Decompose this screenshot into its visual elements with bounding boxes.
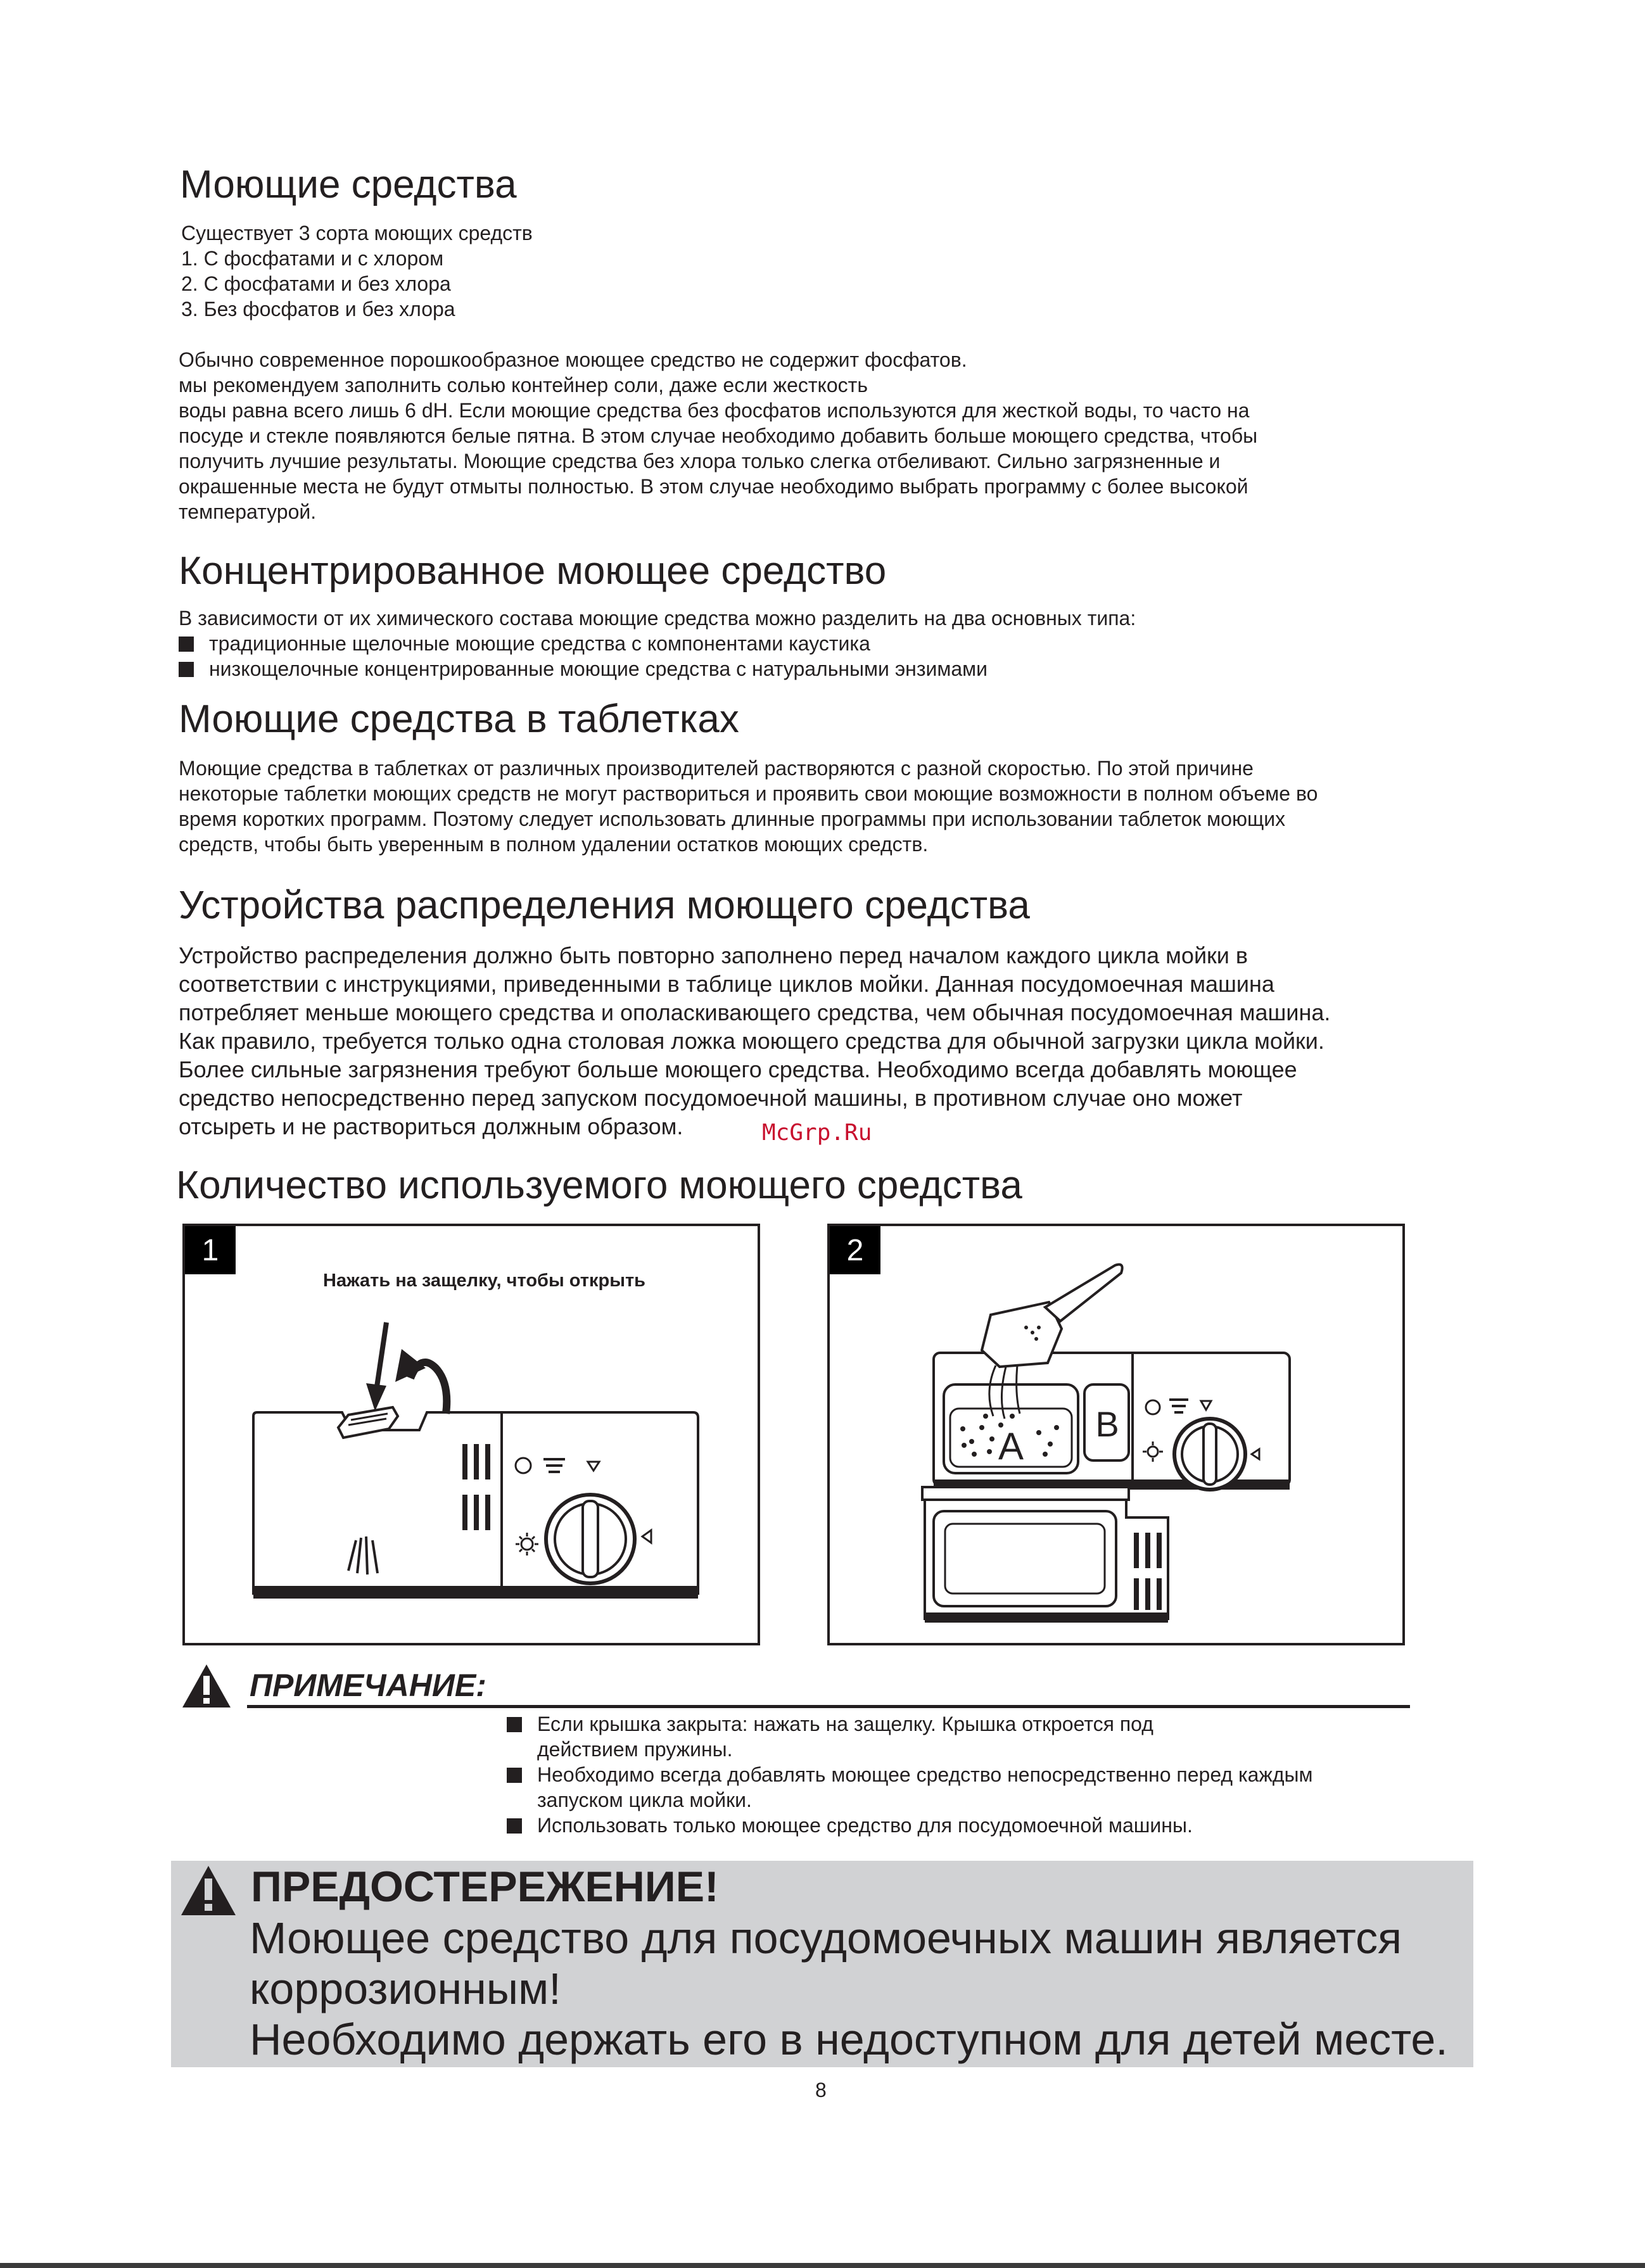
paragraph-line: некоторые таблетки моющих средств не могут раствориться и проявить свои моющие возможности в полном объеме во [179,782,1318,805]
figure-number-badge: 1 [185,1226,236,1274]
paragraph-line: Более сильные загрязнения требуют больше моющего средства. Необходимо всегда добавлять моющее [179,1056,1297,1082]
list-item-text: традиционные щелочные моющие средства с компонентами каустика [209,632,870,655]
paragraph-line: Обычно современное порошкообразное моющее средство не содержит фосфатов. [179,348,967,371]
list-item: 3. Без фосфатов и без хлора [181,298,455,320]
warning-triangle-icon [181,1663,232,1709]
paragraph-line: средств, чтобы быть уверенным в полном удалении остатков моющих средств. [179,833,929,856]
figure-2-panel [827,1224,1405,1645]
paragraph-line: время коротких программ. Поэтому следует использовать длинные программы при использовании таблеток моющих [179,808,1286,830]
warning-line: Необходимо держать его в недоступном для детей месте. [250,2015,1448,2064]
paragraph-line: Моющие средства в таблетках от различных производителей растворяются с разной скоростью. По этой причине [179,757,1254,780]
figure-caption: Нажать на защелку, чтобы открыть [323,1270,645,1291]
paragraph-line: средство непосредственно перед запуском посудомоечной машины, в противном случае оно может [179,1085,1243,1111]
paragraph-line: мы рекомендуем заполнить солью контейнер соли, даже если жесткость [179,374,868,396]
list-item: Существует 3 сорта моющих средств [181,222,533,244]
warning-box [171,1861,1473,2067]
paragraph-line: получить лучшие результаты. Моющие средства без хлора только слегка отбеливают. Сильно загрязненные и [179,450,1221,472]
paragraph-line: потребляет меньше моющего средства и ополаскивающего средства, чем обычная посудомоечная машина. [179,999,1331,1025]
dispenser-paragraph [179,941,1330,1141]
note-item [507,1711,1313,1737]
phosphate-paragraph [179,347,1257,524]
section-title-dispensers: Устройства распределения моющего средства [179,884,1030,927]
paragraph-line: Как правило, требуется только одна столовая ложка моющего средства для обычной загрузки цикла мойки. [179,1028,1324,1054]
note-underline [247,1705,1410,1708]
paragraph-line: соответствии с инструкциями, приведенными в таблице циклов мойки. Данная посудомоечная машина [179,971,1274,997]
figure-number-badge: 2 [830,1226,880,1274]
list-item [179,631,1136,656]
list-item: 1. С фосфатами и с хлором [181,247,444,270]
compartment-a-label: A [998,1425,1024,1467]
note-item-continuation: запуском цикла мойки. [537,1789,752,1811]
paragraph-line: воды равна всего лишь 6 dH. Если моющие средства без фосфатов используются для жесткой воды, то часто на [179,399,1250,422]
tablets-paragraph [179,756,1318,857]
bullet-square-icon [507,1818,522,1834]
dispenser-open-illustration [830,1226,1402,1643]
warning-line: Моющее средство для посудомоечных машин является [250,1913,1402,1963]
warning-title: ПРЕДОСТЕРЕЖЕНИЕ! [251,1863,719,1911]
bullet-square-icon [507,1717,522,1732]
note-item [507,1813,1313,1838]
warning-triangle-icon [180,1865,237,1916]
note-item-text: Необходимо всегда добавлять моющее средство непосредственно перед каждым [537,1763,1313,1786]
note-list [507,1711,1313,1838]
note-item-text: Если крышка закрыта: нажать на защелку. Крышка откроется под [537,1713,1153,1735]
warning-text [250,1913,1448,2065]
note-item-text: Использовать только моющее средство для посудомоечной машины. [537,1814,1193,1837]
note-item [507,1762,1313,1787]
bottom-edge-bar [0,2263,1645,2268]
page-number: 8 [815,2079,827,2101]
section-title-detergents: Моющие средства [180,163,517,206]
section-title-tablets: Моющие средства в таблетках [179,697,739,741]
list-item-text: низкощелочные концентрированные моющие средства с натуральными энзимами [209,657,988,680]
detergent-types-list [181,220,533,322]
list-item: 2. С фосфатами и без хлора [181,272,451,295]
list-item [179,656,1136,681]
paragraph-line: посуде и стекле появляются белые пятна. В этом случае необходимо добавить больше моющего средства, чтобы [179,424,1258,447]
bullet-square-icon [507,1768,522,1783]
figure-1-panel [182,1224,760,1645]
paragraph-line: температурой. [179,500,317,523]
section-title-concentrated: Концентрированное моющее средство [179,549,887,593]
dispenser-closed-illustration [185,1226,758,1643]
bullet-square-icon [179,662,194,677]
concentrated-text [179,605,1136,681]
paragraph-line: Устройство распределения должно быть повторно заполнено перед началом каждого цикла мойки в [179,942,1248,968]
compartment-b-label: B [1095,1404,1119,1444]
note-title: ПРИМЕЧАНИЕ: [250,1668,486,1703]
warning-line: коррозионным! [250,1964,561,2013]
paragraph-line: окрашенные места не будут отмыты полностью. В этом случае необходимо выбрать программу с более высокой [179,475,1248,498]
section-title-amount: Количество используемого моющего средства [176,1163,1022,1207]
watermark-link[interactable]: McGrp.Ru [762,1120,872,1146]
note-item-continuation: действием пружины. [537,1738,733,1761]
paragraph-line: отсыреть и не раствориться должным образом. [179,1113,683,1139]
paragraph-line: В зависимости от их химического состава моющие средства можно разделить на два основных типа: [179,607,1136,630]
bullet-square-icon [179,637,194,652]
